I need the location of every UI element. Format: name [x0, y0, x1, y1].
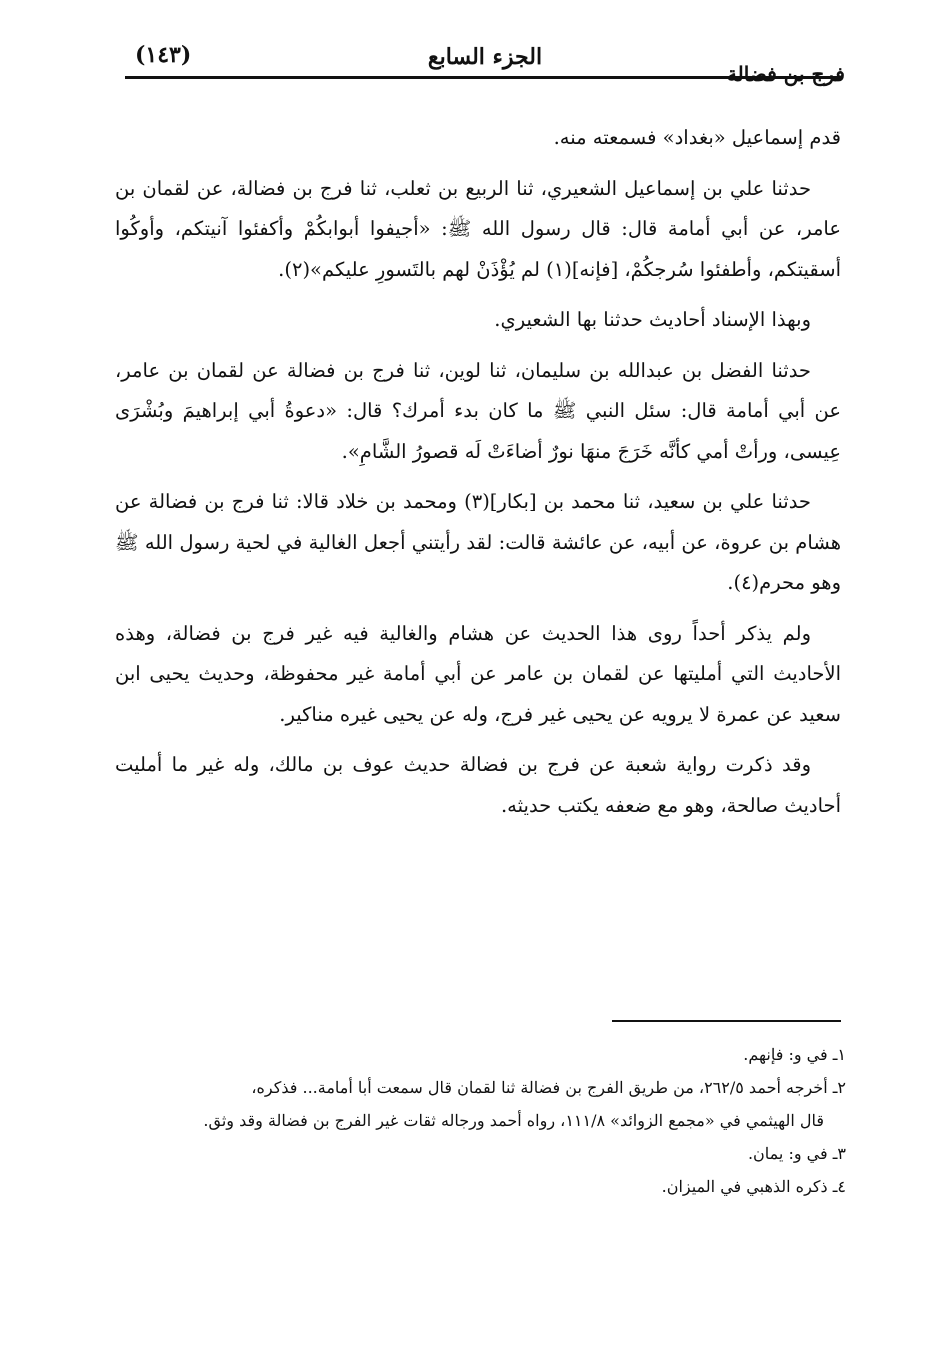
footnote-4: ٤ـ ذكره الذهبي في الميزان. [661, 1177, 846, 1196]
running-title-author: فرج بن فضالة [726, 62, 845, 86]
paragraph: ولم يذكر أحداً روى هذا الحديث عن هشام والغالية فيه غير فرج بن فضالة، وهذه الأحاديث التي أمليتها عن لقمان بن عامر عن أبي أمامة غير محفوظة، وحديث يحيى ابن سعيد عن عمرة لا يرويه عن يحيى غير فرج، وله عن يحيى غيره مناكير. [115, 621, 841, 726]
footnote-2: ٢ـ أخرجه أحمد ٢٦٢/٥، من طريق الفرج بن فضالة ثنا لقمان قال سمعت أبا أمامة... فذكره، [251, 1078, 846, 1097]
footnotes [110, 1040, 846, 1205]
footnote-1: ١ـ في و: فإنهم. [743, 1045, 846, 1064]
footnote-divider [612, 1020, 841, 1022]
paragraph: وقد ذكرت رواية شعبة عن فرج بن فضالة حديث عوف بن مالك، وله غير ما أمليت أحاديث صالحة، وهو مع ضعفه يكتب حديثه. [115, 753, 841, 817]
paragraph: حدثنا علي بن سعيد، ثنا محمد بن [بكار](٣) ومحمد بن خلاد قالا: ثنا فرج بن فضالة عن هشام بن عروة، عن أبيه، عن عائشة قالت: لقد رأيتني أجعل الغالية في لحية رسول الله ﷺ وهو محرم(٤). [115, 490, 841, 594]
paragraph: حدثنا علي بن إسماعيل الشعيري، ثنا الربيع بن ثعلب، ثنا فرج بن فضالة، عن لقمان بن عامر، عن أبي أمامة قال: قال رسول الله ﷺ: «أجيفوا أبوابكُمْ وأكفئوا آنيتكم، وأوكُوا أسقيتكم، وأطفئوا سُرجكُمْ، [فإنه](١) لم يُؤْذَنْ لهم بالتَسورِ عليكم»(٢). [115, 176, 841, 281]
paragraph: حدثنا الفضل بن عبدالله بن سليمان، ثنا لوين، ثنا فرج بن فضالة عن لقمان بن عامر، عن أبي أمامة قال: سئل النبي ﷺ ما كان بدء أمرك؟ قال: «دعوةُ أبي إبراهيمَ وبُشْرَى عِيسى، ورأتْ أمي كأنَّه خَرَجَ منهَا نورٌ أضاءَتْ لَه قصورُ الشَّامِ». [115, 358, 841, 463]
paragraph: وبهذا الإسناد أحاديث حدثنا بها الشعيري. [494, 308, 811, 331]
footnote-3: ٣ـ في و: يمان. [747, 1144, 846, 1163]
running-title-volume: الجزء السابع [427, 44, 543, 70]
header-divider [125, 76, 841, 79]
paragraph: قدم إسماعيل «بغداد» فسمعته منه. [553, 126, 841, 149]
footnote-2-continuation: قال الهيثمي في «مجمع الزوائد» ١١١/٨، رواه أحمد ورجاله ثقات غير الفرج بن فضالة وقد وثق. [203, 1111, 824, 1130]
page-number: (١٤٣) [135, 42, 192, 68]
main-text [115, 118, 841, 836]
